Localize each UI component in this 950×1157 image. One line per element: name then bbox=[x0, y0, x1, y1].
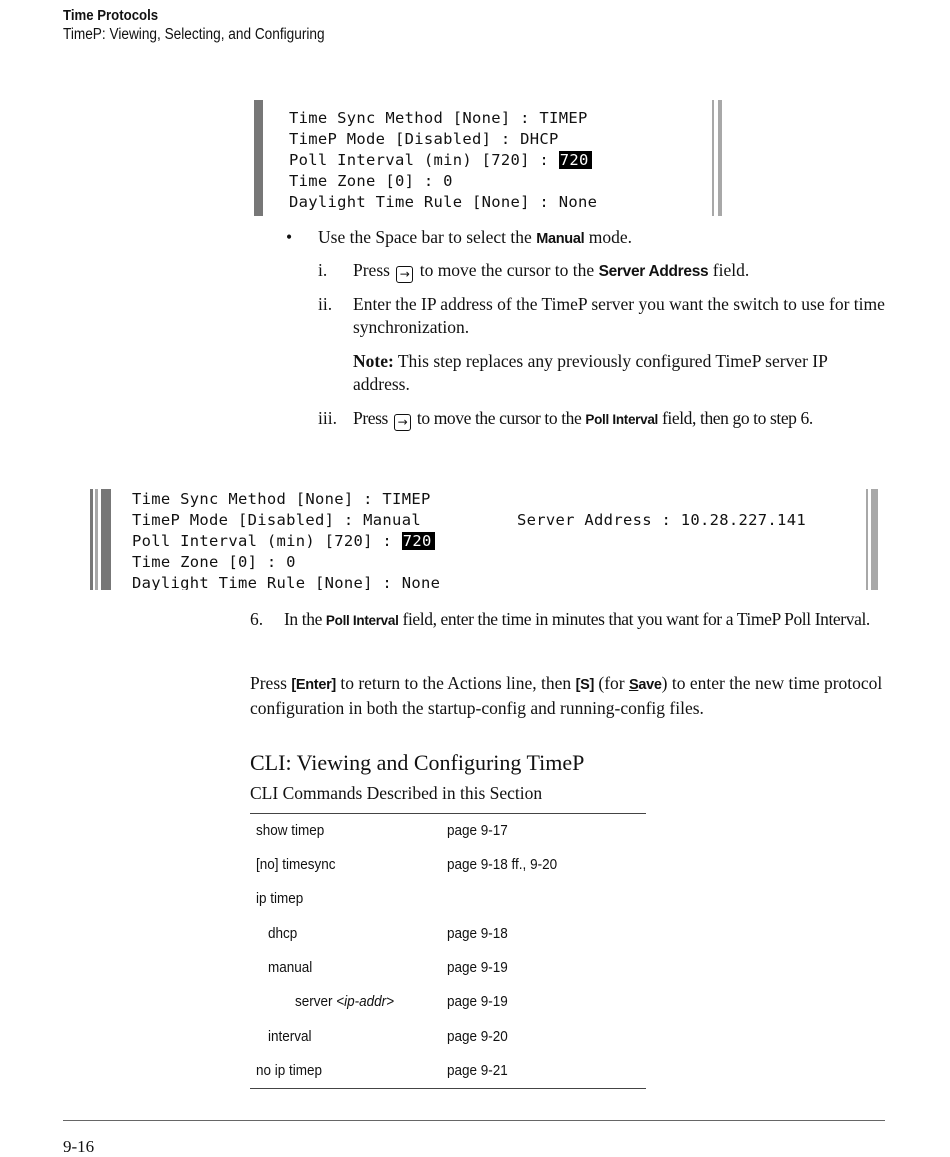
para-text: (for bbox=[594, 673, 629, 693]
table-row bbox=[256, 1062, 646, 1096]
step-number: iii. bbox=[318, 408, 337, 428]
para-text: Press bbox=[250, 673, 292, 693]
footer-rule bbox=[63, 1120, 885, 1121]
enter-key-label: [Enter] bbox=[291, 677, 336, 693]
command-name: no ip timep bbox=[256, 1062, 323, 1079]
screen-line: Time Zone [0] : 0 bbox=[289, 172, 453, 190]
screen-line: Time Sync Method [None] : TIMEP bbox=[289, 109, 588, 127]
table-row bbox=[256, 856, 646, 890]
screen-line: TimeP Mode [Disabled] : Manual bbox=[132, 511, 421, 529]
bullet-text-post: mode. bbox=[584, 227, 632, 247]
poll-interval-term: Poll Interval bbox=[325, 613, 399, 628]
screen-left-border bbox=[90, 489, 93, 590]
screen-right-border bbox=[712, 100, 714, 216]
table-row bbox=[256, 822, 646, 856]
step-text-post: field, enter the time in minutes that you want for a TimeP Poll Interval. bbox=[398, 609, 870, 629]
command-argument: <ip-addr> bbox=[336, 993, 395, 1010]
command-page-ref: page 9-17 bbox=[447, 822, 508, 839]
bullet-text-pre: Use the Space bar to select the bbox=[318, 227, 537, 247]
step-number: i. bbox=[318, 260, 328, 280]
running-header-subtitle: TimeP: Viewing, Selecting, and Configuring bbox=[63, 26, 325, 43]
command-text: server bbox=[295, 993, 337, 1010]
command-name: show timep bbox=[256, 822, 325, 839]
screen-right-border bbox=[718, 100, 722, 216]
step-text-mid: to move the cursor to the bbox=[412, 408, 586, 428]
command-page-ref: page 9-20 bbox=[447, 1028, 508, 1045]
para-text: to return to the Actions line, then bbox=[335, 673, 576, 693]
step-text-pre: Press bbox=[353, 408, 392, 428]
command-page-ref: page 9-19 bbox=[447, 993, 508, 1010]
screen-line: Time Sync Method [None] : TIMEP bbox=[132, 490, 431, 508]
step-text bbox=[353, 407, 888, 431]
command-name bbox=[295, 993, 394, 1010]
server-address-readout[interactable]: Server Address : 10.28.227.141 bbox=[517, 511, 806, 529]
command-name: [no] timesync bbox=[256, 856, 336, 873]
screen-right-border bbox=[866, 489, 868, 590]
command-page-ref: page 9-21 bbox=[447, 1062, 508, 1079]
command-name: ip timep bbox=[256, 890, 304, 907]
screen-line: Time Zone [0] : 0 bbox=[132, 553, 296, 571]
step-text-post: field. bbox=[708, 260, 750, 280]
step-number: 6. bbox=[250, 609, 264, 629]
table-bottom-rule bbox=[250, 1088, 646, 1089]
para-text: ) to enter the new time protocol configuration in both the startup-config and running-config files. bbox=[250, 673, 883, 718]
table-row bbox=[256, 890, 646, 924]
step-text: Enter the IP address of the TimeP server you want the switch to use for time synchronization. bbox=[353, 294, 885, 337]
command-page-ref: page 9-18 bbox=[447, 925, 508, 942]
screen-line: Daylight Time Rule [None] : None bbox=[289, 193, 598, 211]
page-number: 9-16 bbox=[63, 1137, 95, 1156]
step-text bbox=[284, 608, 889, 632]
screen-line bbox=[132, 531, 435, 552]
console-screen-2 bbox=[90, 489, 880, 590]
screen-line bbox=[289, 150, 592, 171]
s-key-label: [S] bbox=[575, 677, 594, 693]
table-row bbox=[256, 925, 646, 959]
manual-term: Manual bbox=[536, 231, 585, 247]
step-text-post: field, then go to step 6. bbox=[657, 408, 813, 428]
poll-interval-value-field[interactable]: 720 bbox=[559, 151, 592, 169]
screen-line-text: Poll Interval (min) [720] : bbox=[132, 532, 402, 550]
running-header-title: Time Protocols bbox=[63, 7, 159, 24]
table-row bbox=[256, 993, 646, 1027]
command-name: interval bbox=[268, 1028, 312, 1045]
console-screen-1 bbox=[252, 100, 724, 216]
screen-left-border bbox=[101, 489, 111, 590]
table-caption: CLI Commands Described in this Section bbox=[250, 783, 543, 803]
section-heading: CLI: Viewing and Configuring TimeP bbox=[250, 750, 585, 775]
right-arrow-key-icon: → bbox=[394, 414, 411, 431]
screen-line: TimeP Mode [Disabled] : DHCP bbox=[289, 130, 559, 148]
screen-left-border bbox=[95, 489, 98, 590]
step-text-pre: In the bbox=[284, 609, 326, 629]
right-arrow-key-icon: → bbox=[396, 266, 413, 283]
server-address-term: Server Address bbox=[598, 263, 709, 280]
note-label: Note: bbox=[353, 351, 394, 371]
note-paragraph bbox=[353, 350, 888, 396]
step-text-pre: Press bbox=[353, 260, 395, 280]
command-page-ref: page 9-19 bbox=[447, 959, 508, 976]
table-top-rule bbox=[250, 813, 646, 814]
table-row bbox=[256, 959, 646, 993]
save-instructions-paragraph bbox=[250, 672, 890, 720]
bullet-marker: • bbox=[286, 227, 293, 247]
step-number: ii. bbox=[318, 294, 333, 314]
poll-interval-term: Poll Interval bbox=[585, 412, 658, 427]
step-text-mid: to move the cursor to the bbox=[415, 260, 599, 280]
step-text bbox=[353, 259, 893, 283]
bullet-text bbox=[318, 226, 888, 251]
poll-interval-value-field[interactable]: 720 bbox=[402, 532, 435, 550]
screen-line: Daylight Time Rule [None] : None bbox=[132, 574, 441, 590]
table-row bbox=[256, 1028, 646, 1062]
save-term-rest: ave bbox=[638, 677, 662, 693]
screen-left-border bbox=[254, 100, 263, 216]
save-hotkey-letter: S bbox=[628, 677, 639, 693]
command-name: manual bbox=[268, 959, 313, 976]
note-text: This step replaces any previously configured TimeP server IP address. bbox=[353, 351, 828, 394]
command-page-ref: page 9-18 ff., 9-20 bbox=[447, 856, 558, 873]
command-name: dhcp bbox=[268, 925, 298, 942]
screen-right-border bbox=[871, 489, 878, 590]
screen-line-text: Poll Interval (min) [720] : bbox=[289, 151, 559, 169]
